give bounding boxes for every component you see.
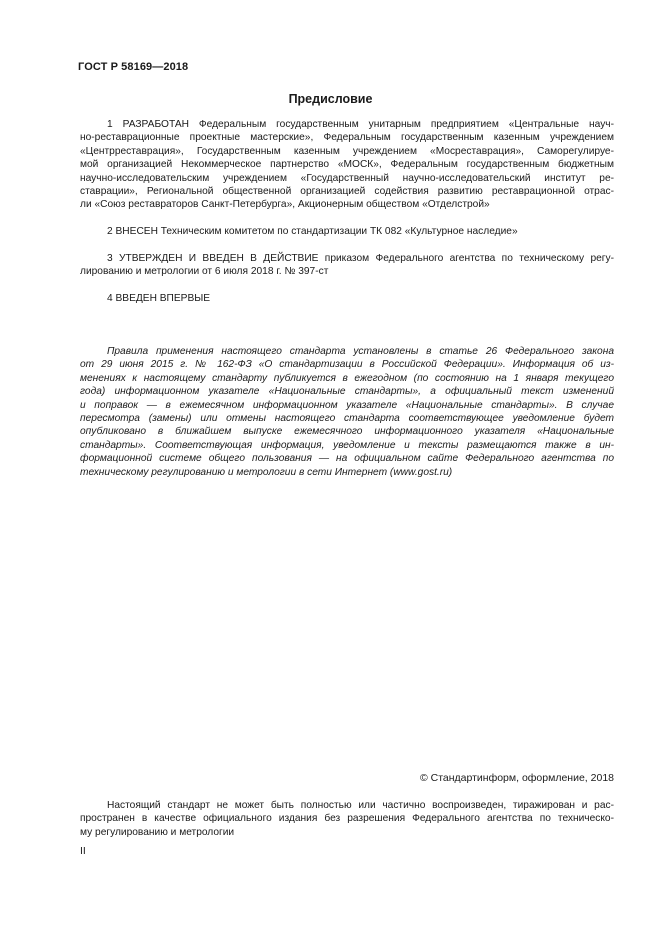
text-line: года) информационном указателе «Национальные стандарты», а официальный текст изменений	[80, 386, 614, 398]
paragraph-introduced-by	[80, 225, 614, 238]
paragraph-first-introduced	[80, 292, 614, 305]
text-line: формационной системе общего пользования — на официальном сайте Федерального агентства по	[80, 453, 614, 465]
text-line: пересмотра (замены) или отмены настоящего стандарта соответствующее уведомление будет	[80, 413, 614, 425]
text-line: 4 ВВЕДЕН ВПЕРВЫЕ	[107, 293, 211, 304]
text-line: менениях к настоящему стандарту публикуется в ежегодном (по состоянию на 1 января текущего	[80, 372, 614, 384]
page-number: II	[80, 845, 86, 857]
text-line: мой организацией Некоммерческое партнерство «МОСК», Федеральным государственным бюджетным	[80, 159, 614, 171]
reproduction-notice	[80, 799, 614, 839]
page-title: Предисловие	[288, 92, 373, 106]
text-line: опубликовано в ближайшем выпуске ежемесячного информационного указателя «Национальные	[80, 426, 614, 438]
text-line: ли «Союз реставраторов Санкт-Петербурга», Акционерным обществом «Отделстрой»	[80, 199, 490, 211]
text-line: «Центрреставрация», Государственным казенным учреждением «Мосреставрация», Саморегулируе-	[80, 145, 614, 157]
document-id: ГОСТ Р 58169—2018	[78, 61, 189, 73]
text-line: ставрации», Региональной общественной организацией содействия развитию реставрационной отрас-	[80, 186, 614, 198]
text-line: пространен в качестве официального издания без разрешения Федерального агентства по техническо-	[80, 813, 614, 825]
text-line: техническому регулированию и метрологии в сети Интернет (www.gost.ru)	[80, 466, 453, 478]
text-line: Настоящий стандарт не может быть полностью или частично воспроизведен, тиражирован и рас-	[107, 800, 614, 811]
paragraph-approved	[80, 252, 614, 279]
paragraph-developed-by	[80, 118, 614, 212]
text-line: Правила применения настоящего стандарта установлены в статье 26 Федерального закона	[107, 346, 614, 357]
text-line: лированию и метрологии от 6 июля 2018 г. № 397-ст	[80, 266, 329, 278]
text-line: 1 РАЗРАБОТАН Федеральным государственным унитарным предприятием «Центральные науч-	[107, 119, 614, 130]
notice-block	[80, 345, 614, 479]
text-line: от 29 июня 2015 г. № 162-ФЗ «О стандартизации в Российской Федерации». Информация об из-	[80, 359, 614, 371]
text-line: стандарты». Соответствующая информация, уведомление и тексты размещаются также в ин-	[80, 439, 614, 451]
text-line: и поправок — в ежемесячном информационном указателе «Национальные стандарты». В случае	[80, 399, 614, 411]
text-line: 3 УТВЕРЖДЕН И ВВЕДЕН В ДЕЙСТВИЕ приказом Федерального агентства по техническому регу-	[107, 253, 614, 264]
text-line: му регулированию и метрологии	[80, 826, 235, 838]
copyright: © Стандартинформ, оформление, 2018	[419, 772, 614, 784]
text-line: но-реставрационные проектные мастерские», Федеральным государственным казенным учреждением	[80, 132, 614, 144]
text-line: 2 ВНЕСЕН Техническим комитетом по стандартизации ТК 082 «Культурное наследие»	[107, 226, 518, 237]
text-line: научно-исследовательским учреждением «Государственный научно-исследовательский институт ре-	[80, 172, 614, 184]
